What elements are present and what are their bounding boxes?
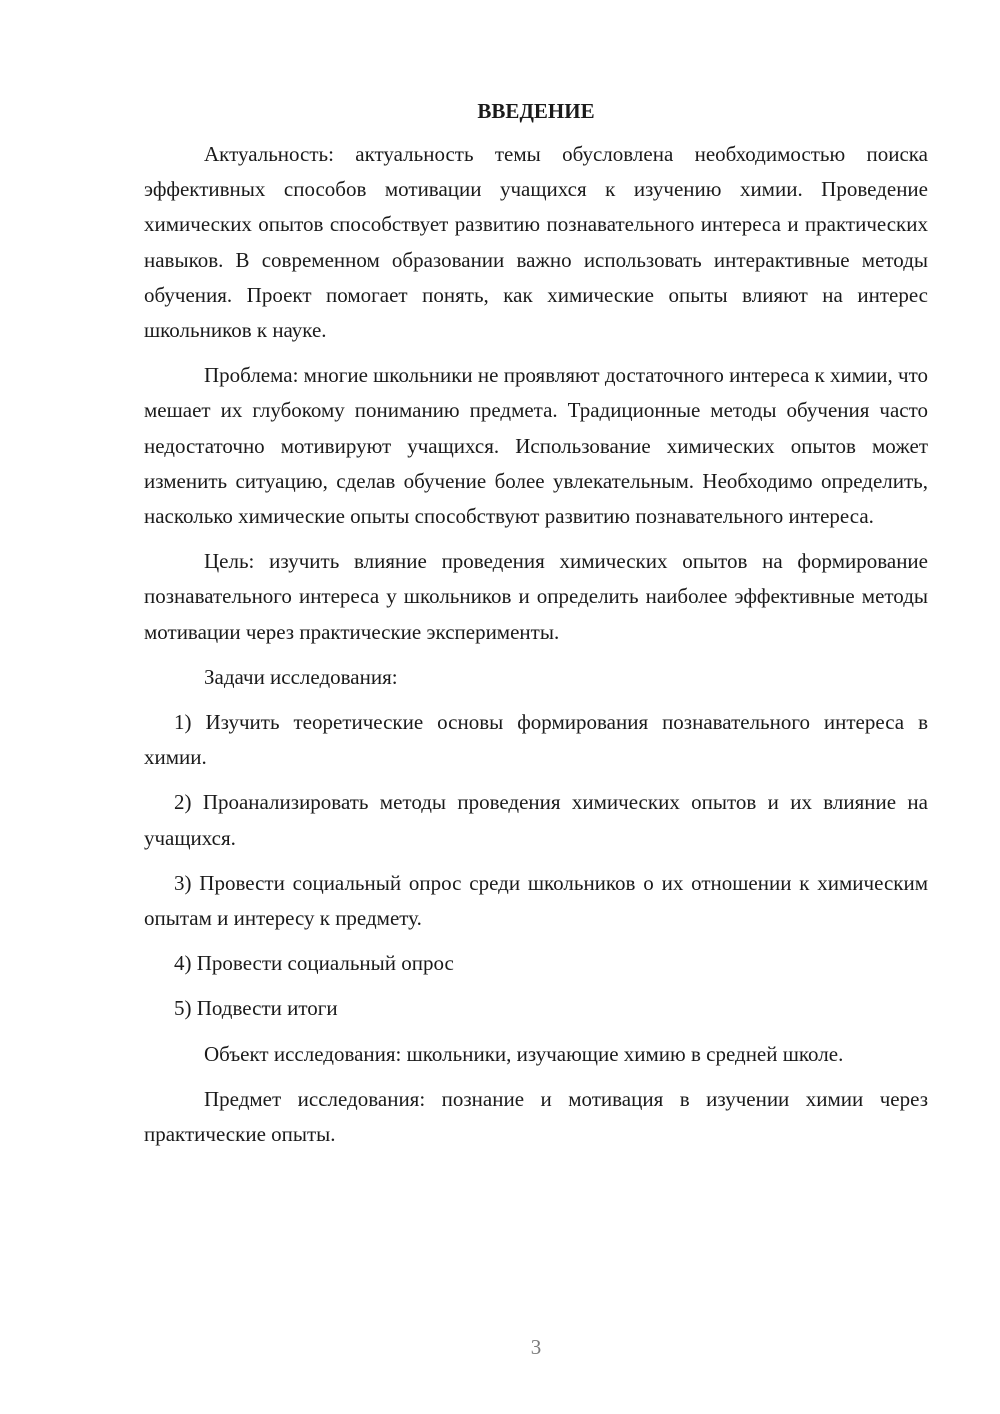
task-item-3: 3) Провести социальный опрос среди школьников о их отношении к химическим опытам и интересу к предмету. — [144, 870, 928, 931]
task-item-5: 5) Подвести итоги — [174, 996, 338, 1021]
problem-paragraph: Проблема: многие школьники не проявляют достаточного интереса к химии, что мешает их глубокому пониманию предмета. Традиционные методы обучения часто недостаточно мотивируют учащихся. Использование химических опытов может изменить ситуацию, сделав обучение более увлекательным. Необходимо определить, насколько химические опыты способствуют развитию познавательного интереса. — [144, 363, 928, 529]
page-title: ВВЕДЕНИЕ — [477, 99, 595, 123]
relevance-paragraph: Актуальность: актуальность темы обусловлена необходимостью поиска эффективных способов мотивации учащихся к изучению химии. Проведение химических опытов способствует развитию познавательного интереса и практических навыков. В современном образовании важно использовать интерактивные методы обучения. Проект помогает понять, как химические опыты влияют на интерес школьников к науке. — [144, 142, 928, 343]
goal-paragraph: Цель: изучить влияние проведения химических опытов на формирование познавательного интереса у школьников и определить наиболее эффективные методы мотивации через практические эксперименты. — [144, 549, 928, 644]
page-number: 3 — [530, 1335, 542, 1359]
task-item-4: 4) Провести социальный опрос — [174, 951, 454, 976]
task-item-2: 2) Проанализировать методы проведения химических опытов и их влияние на учащихся. — [144, 790, 928, 850]
tasks-title: Задачи исследования: — [204, 664, 398, 689]
subject-paragraph: Предмет исследования: познание и мотивация в изучении химии через практические опыты. — [144, 1086, 928, 1147]
task-item-1: 1) Изучить теоретические основы формирования познавательного интереса в химии. — [144, 710, 928, 770]
object-paragraph: Объект исследования: школьники, изучающие химию в средней школе. — [204, 1041, 844, 1066]
page-content — [144, 95, 928, 1162]
